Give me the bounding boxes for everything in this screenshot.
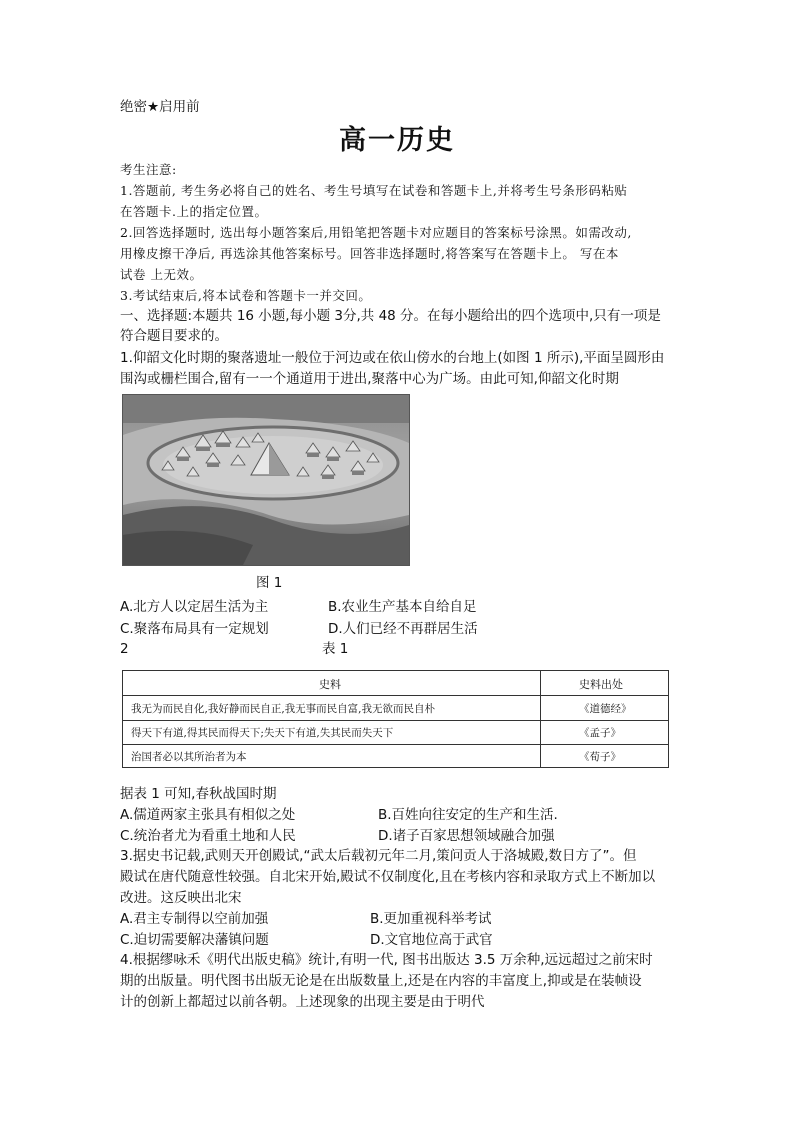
question-1-option-d[interactable]: D.人们已经不再群居生活 <box>328 621 478 637</box>
notice-line: 3.考试结束后,将本试卷和答题卡一并交回。 <box>120 288 372 303</box>
table-cell: 治国者必以其所治者为本 <box>131 751 247 763</box>
question-4-stem: 计的创新上都超过以前各朝。上述现象的出现主要是由于明代 <box>120 994 485 1010</box>
table-header-cell: 史料 <box>319 678 341 691</box>
question-1-option-a[interactable]: A.北方人以定居生活为主 <box>120 599 269 615</box>
source-table <box>122 670 669 768</box>
table-header-cell: 史料出处 <box>579 678 623 691</box>
table-cell: 我无为而民自化,我好静而民自正,我无事而民自富,我无欲而民自朴 <box>131 703 436 715</box>
notice-heading: 考生注意: <box>120 162 177 177</box>
question-3-option-c[interactable]: C.迫切需要解决藩镇问题 <box>120 932 269 948</box>
question-2-option-a[interactable]: A.儒道两家主张具有相似之处 <box>120 807 296 823</box>
question-2-option-d[interactable]: D.诸子百家思想领域融合加强 <box>378 828 555 844</box>
section-instruction: 符合题目要求的。 <box>120 328 228 344</box>
table-row <box>123 696 668 721</box>
figure-1-caption: 图 1 <box>256 575 283 591</box>
notice-line: 用橡皮擦干净后, 再选涂其他答案标号。回答非选择题时,将答案写在答题卡上。 写在本 <box>120 246 619 261</box>
notice-line: 在答题卡.上的指定位置。 <box>120 204 268 219</box>
question-2-stem: 据表 1 可知,春秋战国时期 <box>120 786 277 802</box>
table-header-row <box>123 671 668 696</box>
question-3-option-d[interactable]: D.文官地位高于武官 <box>370 932 493 948</box>
question-4-stem: 期的出版量。明代图书出版无论是在出版数量上,还是在内容的丰富度上,抑或是在装帧设 <box>120 973 642 989</box>
question-1-option-b[interactable]: B.农业生产基本自给自足 <box>328 599 477 615</box>
settlement-photo <box>122 394 410 566</box>
question-4-stem: 4.根据缪咏禾《明代出版史稿》统计,有明一代, 图书出版达 3.5 万余种,远远超过之前宋时 <box>120 952 653 968</box>
question-3-stem: 3.据史书记载,武则天开创殿试,“武太后载初元年二月,策问贡人于洛城殿,数日方了”。但 <box>120 848 637 864</box>
section-instruction: 一、选择题:本题共 16 小题,每小题 3分,共 48 分。在每小题给出的四个选项中,只有一项是 <box>120 308 661 324</box>
question-3-option-a[interactable]: A.君主专制得以空前加强 <box>120 911 269 927</box>
question-1-option-c[interactable]: C.聚落布局具有一定规划 <box>120 621 269 637</box>
notice-line: 1.答题前, 考生务必将自己的姓名、考生号填写在试卷和答题卡上,并将考生号条形码粘贴 <box>120 183 628 198</box>
table-cell: 得天下有道,得其民而得天下;失天下有道,失其民而失天下 <box>131 727 394 739</box>
table-cell: 《荀子》 <box>579 751 621 763</box>
question-2-option-b[interactable]: B.百姓向往安定的生产和生活. <box>378 807 558 823</box>
notice-line: 2.回答选择题时, 选出每小题答案后,用铅笔把答题卡对应题目的答案标号涂黑。如需改动, <box>120 225 632 240</box>
question-1-stem: 1.仰韶文化时期的聚落遗址一般位于河边或在依山傍水的台地上(如图 1 所示),平面呈圆形由 <box>120 350 665 366</box>
secret-label: 绝密★启用前 <box>120 99 200 115</box>
question-1-stem: 围沟或栅栏围合,留有一一个通道用于进出,聚落中心为广场。由此可知,仰韶文化时期 <box>120 371 619 387</box>
table-cell: 《孟子》 <box>579 727 621 739</box>
question-3-stem: 殿试在唐代随意性较强。自北宋开始,殿试不仅制度化,且在考核内容和录取方式上不断加以 <box>120 869 656 885</box>
question-2-option-c[interactable]: C.统治者尤为看重土地和人民 <box>120 828 296 844</box>
table-row <box>123 721 668 745</box>
question-3-stem: 改进。这反映出北宋 <box>120 890 242 906</box>
page-title: 高一历史 <box>339 125 455 156</box>
table-cell: 《道德经》 <box>579 703 632 715</box>
question-2-number: 2 <box>120 641 129 657</box>
table-row <box>123 745 668 767</box>
question-3-option-b[interactable]: B.更加重视科举考试 <box>370 911 492 927</box>
table-1-caption: 表 1 <box>322 641 349 657</box>
notice-line: 试卷 上无效。 <box>120 267 203 282</box>
